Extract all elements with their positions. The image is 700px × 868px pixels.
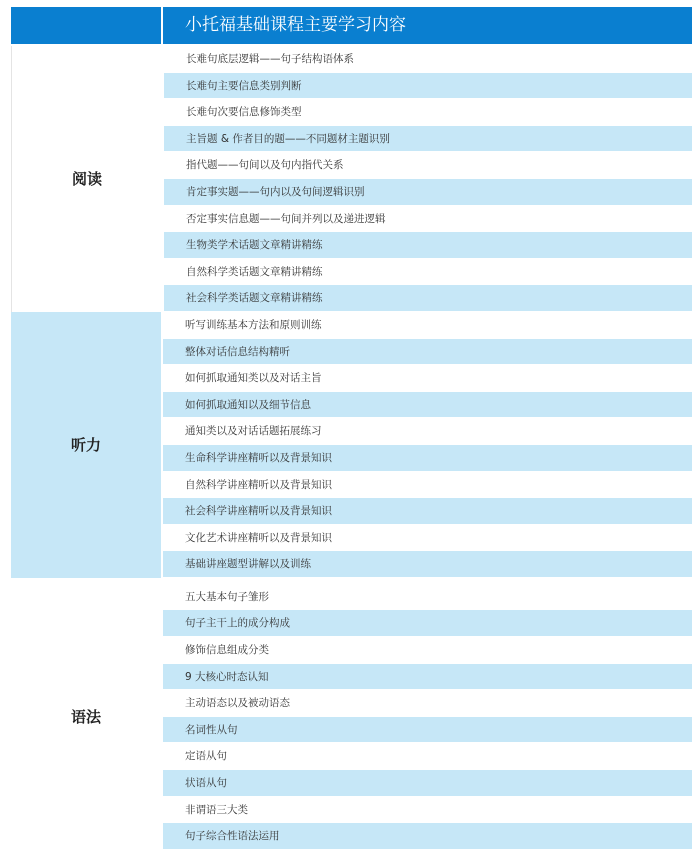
list-item: 生物类学术话题文章精讲精练: [164, 232, 692, 259]
list-item: 生命科学讲座精听以及背景知识: [163, 445, 692, 472]
list-item: 通知类以及对话话题拓展练习: [163, 418, 692, 445]
section-label-reading: 阅读: [11, 46, 162, 312]
list-item: 基础讲座题型讲解以及训练: [163, 551, 692, 578]
section-reading: [11, 46, 692, 312]
list-item: 主动语态以及被动语态: [163, 690, 692, 717]
section-rows-listening: [161, 312, 692, 578]
list-item: 自然科学讲座精听以及背景知识: [163, 472, 692, 499]
list-item: 肯定事实题——句内以及句间逻辑识别: [164, 179, 692, 206]
course-table: [11, 7, 692, 850]
list-item: 长难句主要信息类别判断: [164, 73, 692, 100]
section-label-listening: 听力: [11, 312, 161, 578]
list-item: 自然科学类话题文章精讲精练: [164, 259, 692, 286]
list-item: 文化艺术讲座精听以及背景知识: [163, 525, 692, 552]
header-left-cell: [11, 7, 161, 44]
list-item: 社会科学讲座精听以及背景知识: [163, 498, 692, 525]
table-header: [11, 7, 692, 44]
list-item: 如何抓取通知以及细节信息: [163, 392, 692, 419]
list-item: 指代题——句间以及句内指代关系: [164, 152, 692, 179]
list-item: 定语从句: [163, 743, 692, 770]
table-title: 小托福基础课程主要学习内容: [163, 7, 692, 44]
list-item: 听写训练基本方法和原则训练: [163, 312, 692, 339]
section-label-grammar: 语法: [11, 584, 161, 850]
list-item: 名词性从句: [163, 717, 692, 744]
list-item: 状语从句: [163, 770, 692, 797]
list-item: 如何抓取通知类以及对话主旨: [163, 365, 692, 392]
list-item: 五大基本句子雏形: [163, 584, 692, 611]
section-listening: [11, 312, 692, 578]
list-item: 整体对话信息结构精听: [163, 339, 692, 366]
list-item: 修饰信息组成分类: [163, 637, 692, 664]
section-grammar: [11, 584, 692, 850]
list-item: 长难句底层逻辑——句子结构语体系: [164, 46, 692, 73]
list-item: 句子主干上的成分构成: [163, 610, 692, 637]
section-rows-reading: [162, 46, 692, 312]
list-item: 主旨题 & 作者目的题——不同题材主题识别: [164, 126, 692, 153]
list-item: 非谓语三大类: [163, 797, 692, 824]
section-rows-grammar: [161, 584, 692, 850]
list-item: 9 大核心时态认知: [163, 664, 692, 691]
list-item: 句子综合性语法运用: [163, 823, 692, 850]
list-item: 否定事实信息题——句间并列以及递进逻辑: [164, 206, 692, 233]
list-item: 社会科学类话题文章精讲精练: [164, 285, 692, 312]
list-item: 长难句次要信息修饰类型: [164, 99, 692, 126]
